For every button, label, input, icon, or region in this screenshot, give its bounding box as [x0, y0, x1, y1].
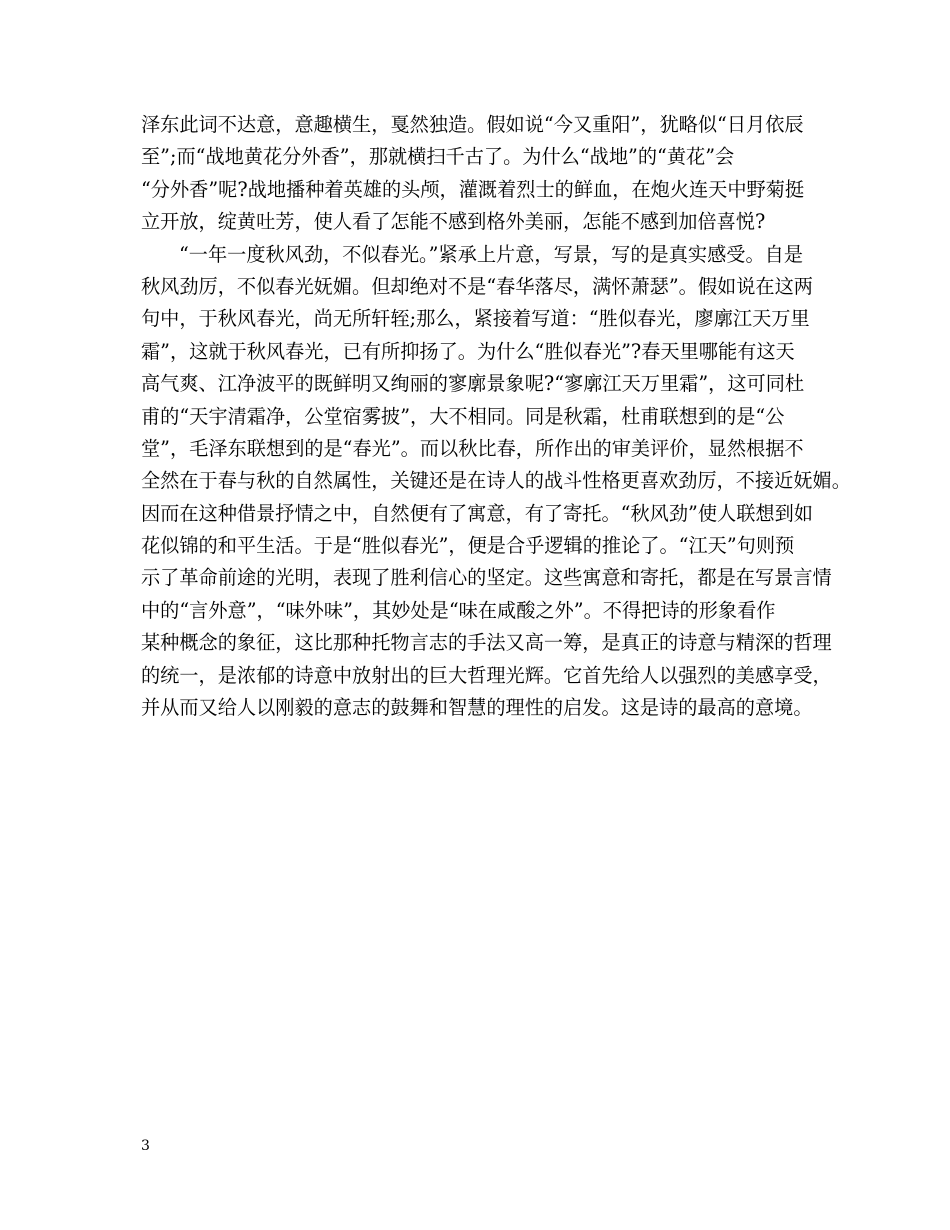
text-line-5: “一年一度秋风劲，不似春光。”紧承上片意，写景，写的是真实感受。自是 — [179, 242, 804, 266]
text-line-19: 并从而又给人以刚毅的意志的鼓舞和智慧的理性的启发。这是诗的最高的意境。 — [141, 696, 813, 720]
text-line-18: 的统一，是浓郁的诗意中放射出的巨大哲理光辉。它首先给人以强烈的美感享受， — [141, 663, 832, 687]
text-line-16: 中的“言外意”，“味外味”，其妙处是“味在咸酸之外”。不得把诗的形象看作 — [141, 598, 776, 622]
page-number: 3 — [141, 1138, 150, 1154]
text-line-1: 泽东此词不达意，意趣横生，戛然独造。假如说“今又重阳”，犹略似“日月依辰 — [141, 113, 804, 136]
body-text — [141, 109, 851, 724]
text-line-7: 句中，于秋风春光，尚无所轩轾;那么，紧接着写道：“胜似春光，廖廓江天万里 — [141, 307, 810, 331]
text-line-11: 堂”，毛泽东联想到的是“春光”。而以秋比春，所作出的审美评价，显然根据不 — [141, 436, 804, 460]
text-line-14: 花似锦的和平生活。于是“胜似春光”，便是合乎逻辑的推论了。“江天”句则预 — [141, 534, 795, 558]
text-line-17: 某种概念的象征，这比那种托物言志的手法又高一筹，是真正的诗意与精深的哲理 — [141, 631, 832, 655]
text-line-3: “分外香”呢?战地播种着英雄的头颅，灌溉着烈士的鲜血，在炮火连天中野菊挺 — [141, 177, 805, 201]
text-line-12: 全然在于春与秋的自然属性，关键还是在诗人的战斗性格更喜欢劲厉，不接近妩媚。 — [141, 469, 851, 493]
text-line-15: 示了革命前途的光明，表现了胜利信心的坚定。这些寓意和寄托，都是在写景言情 — [141, 566, 832, 590]
text-line-6: 秋风劲厉，不似春光妩媚。但却绝对不是“春华落尽，满怀萧瑟”。假如说在这两 — [141, 274, 813, 298]
text-line-9: 高气爽、江净波平的既鲜明又绚丽的寥廓景象呢?“寥廓江天万里霜”，这可同杜 — [141, 372, 805, 396]
text-line-8: 霜”，这就于秋风春光，已有所抑扬了。为什么“胜似春光”?春天里哪能有这天 — [141, 339, 795, 363]
text-line-4: 立开放，绽黄吐芳，使人看了怎能不感到格外美丽，怎能不感到加倍喜悦? — [141, 210, 766, 234]
text-line-10: 甫的“天宇清霜净，公堂宿雾披”，大不相同。同是秋霜，杜甫联想到的是“公 — [141, 404, 785, 428]
text-line-2: 至”;而“战地黄花分外香”，那就横扫千古了。为什么“战地”的“黄花”会 — [141, 145, 735, 169]
text-line-13: 因而在这种借景抒情之中，自然便有了寓意，有了寄托。“秋风劲”使人联想到如 — [141, 501, 813, 525]
